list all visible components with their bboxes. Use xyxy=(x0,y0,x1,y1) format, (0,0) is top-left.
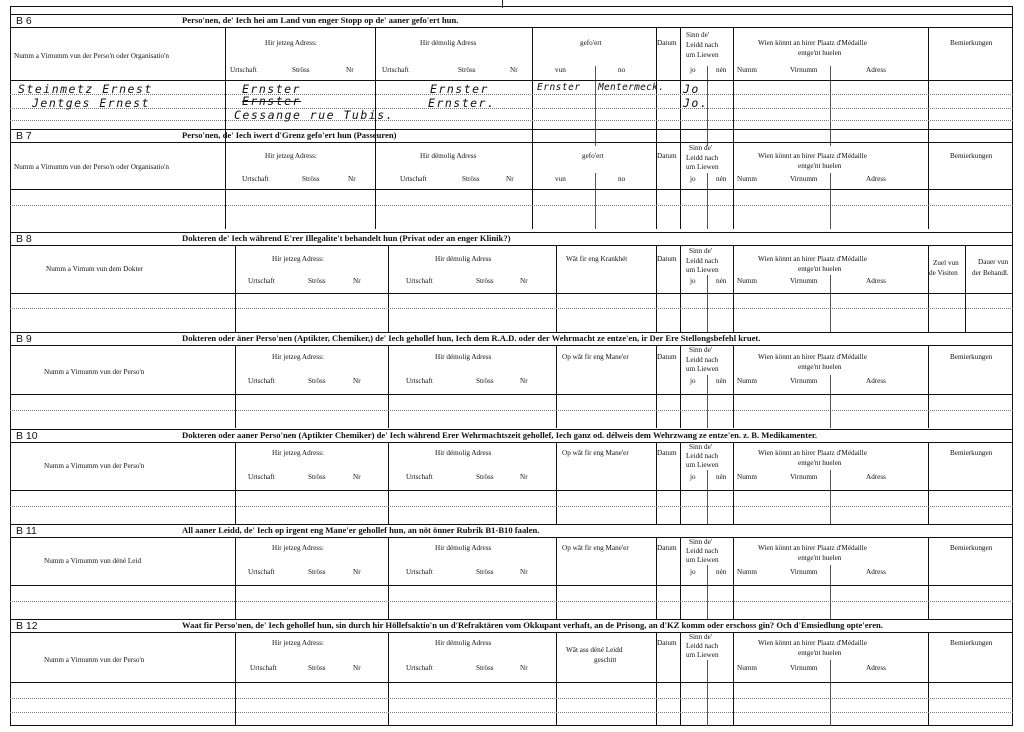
col-cur-addr: Hir jetzeg Adress: xyxy=(272,255,324,263)
col-bemierkungen: Bemierkungen xyxy=(950,544,993,552)
col-sinn: Sinn de' xyxy=(686,31,710,39)
col-strooss: Ströss xyxy=(308,664,326,672)
col-wien2: entge'nt huelen xyxy=(798,459,842,467)
col-person-name: Numm a Virnumm vun der Perso'n xyxy=(44,656,145,664)
col-liewen: um Liewen xyxy=(686,461,719,469)
rule-line xyxy=(235,246,236,332)
col-no: no xyxy=(618,175,626,183)
col-ortschaft: Urtschaft xyxy=(400,175,427,183)
col-jo: jo xyxy=(690,277,696,285)
col-leidd: Leidd nach xyxy=(686,257,719,265)
col-strooss: Ströss xyxy=(308,473,326,481)
col-cur-addr: Hir jetzeg Adress: xyxy=(272,353,324,361)
col-behandlung: der Behandl. xyxy=(972,269,1009,277)
rule-line xyxy=(556,246,557,332)
rule-line xyxy=(225,143,226,229)
col-wien2: entge'nt huelen xyxy=(798,554,842,562)
rule-line xyxy=(388,246,389,332)
section-code: B 10 xyxy=(16,430,38,442)
rule-line xyxy=(733,443,734,525)
col-krankheet: Wât fir eng Krankhét xyxy=(566,255,628,263)
rule-line xyxy=(375,143,376,229)
section-bar xyxy=(10,332,1013,346)
col-nr: Nr xyxy=(510,66,518,74)
rule-line xyxy=(733,346,734,428)
rule-line xyxy=(680,346,681,428)
col-wat-ass: Wât ass déné Leidd xyxy=(566,646,623,654)
section-title: Perso'nen, de' Iech hei am Land vun enger Stopp op de' aaner gefo'ert hun. xyxy=(182,15,459,25)
col-ortschaft: Urtschaft xyxy=(406,664,433,672)
col-adress: Adress xyxy=(866,175,886,183)
section-code: B 12 xyxy=(16,620,38,632)
rule-line xyxy=(928,246,929,332)
rule-line xyxy=(928,538,929,620)
rule-line xyxy=(235,346,236,428)
col-old-addr: Hir démolig Adress xyxy=(420,152,477,160)
rule-line xyxy=(10,189,1013,190)
col-org-name: Numm a Virnumm vun der Perso'n oder Organisatio'n xyxy=(14,52,170,60)
col-bemierkungen: Bemierkungen xyxy=(950,39,993,47)
col-nr: Nr xyxy=(520,568,528,576)
col-strooss: Ströss xyxy=(302,175,320,183)
col-virnumm: Virnumm xyxy=(790,664,818,672)
section-bar xyxy=(10,619,1013,633)
col-strooss: Ströss xyxy=(308,277,326,285)
rule-line xyxy=(733,538,734,620)
rule-line xyxy=(10,585,1013,586)
col-cur-addr: Hir jetzeg Adress: xyxy=(272,544,324,552)
rule-line xyxy=(556,346,557,428)
col-old-addr: Hir démolig Adress xyxy=(435,639,492,647)
hand-cur-1: Ernster xyxy=(242,82,301,96)
rule-line xyxy=(830,470,831,525)
col-wien2: entge'nt huelen xyxy=(798,649,842,657)
col-vun: vun xyxy=(555,175,566,183)
col-virnumm: Virnumm xyxy=(790,66,818,74)
col-nr: Nr xyxy=(506,175,514,183)
hand-old-2: Ernster. xyxy=(428,96,496,110)
col-datum: Datum xyxy=(657,152,677,160)
col-nr: Nr xyxy=(346,66,354,74)
col-leidd: Leidd nach xyxy=(686,356,719,364)
rule-line xyxy=(965,246,966,332)
rule-line xyxy=(388,443,389,525)
col-nen: nén xyxy=(716,66,727,74)
col-dauer: Dauer vun xyxy=(978,258,1009,266)
col-bemierkungen: Bemierkungen xyxy=(950,353,993,361)
col-adress: Adress xyxy=(866,664,886,672)
col-strooss: Ströss xyxy=(308,568,326,576)
col-sinn: Sinn de' xyxy=(689,633,713,641)
col-adress: Adress xyxy=(866,377,886,385)
col-sinn: Sinn de' xyxy=(689,144,713,152)
rule-line xyxy=(10,410,1013,411)
form-frame xyxy=(10,6,1013,726)
col-adress: Adress xyxy=(866,568,886,576)
rule-line xyxy=(830,275,831,332)
col-sinn: Sinn de' xyxy=(689,538,713,546)
col-old-addr: Hir démolig Adress xyxy=(420,39,477,47)
rule-line xyxy=(10,712,1013,713)
col-datum: Datum xyxy=(657,639,677,647)
rule-line xyxy=(10,108,1013,109)
col-virnumm: Virnumm xyxy=(790,473,818,481)
col-nen: nén xyxy=(716,377,727,385)
hand-old-1: Ernster xyxy=(430,82,489,96)
rule-line xyxy=(680,143,681,229)
rule-line xyxy=(830,375,831,428)
col-ortschaft: Urtschaft xyxy=(242,175,269,183)
section-bar xyxy=(10,232,1013,246)
col-leidd: Leidd nach xyxy=(686,41,719,49)
col-liewen: um Liewen xyxy=(686,266,719,274)
col-strooss: Ströss xyxy=(476,473,494,481)
col-numm: Numm xyxy=(737,664,757,672)
hand-cur-struck: Ernster xyxy=(242,94,301,108)
rule-line xyxy=(10,490,1013,491)
col-doctor-name: Numm a Virnum vun dem Dokter xyxy=(46,265,144,273)
col-nr: Nr xyxy=(353,277,361,285)
col-no: no xyxy=(618,66,626,74)
hand-name-1: Steinmetz Ernest xyxy=(18,82,153,96)
col-liewen: um Liewen xyxy=(686,51,719,59)
col-numm: Numm xyxy=(737,568,757,576)
rule-line xyxy=(10,120,1013,121)
col-ortschaft: Urtschaft xyxy=(406,277,433,285)
col-numm: Numm xyxy=(737,175,757,183)
col-nr: Nr xyxy=(348,175,356,183)
rule-line xyxy=(10,94,1013,95)
rule-line xyxy=(10,205,1013,206)
col-nr: Nr xyxy=(520,473,528,481)
col-wien: Wien könnt an hirer Plaatz d'Médaille xyxy=(758,544,867,552)
col-liewen: um Liewen xyxy=(686,556,719,564)
col-geschitt: geschitt xyxy=(594,656,617,664)
col-wien2: entge'nt huelen xyxy=(798,49,842,57)
col-ortschaft: Urtschaft xyxy=(248,277,275,285)
col-virnumm: Virnumm xyxy=(790,568,818,576)
section-title: Dokteren oder äner Perso'nen (Aptikter, Chemiker,) de' Iech gehollef hun, Iech dem R.A.D. oder der Wehrmacht ze entze'en, ir Der Ere Stellongsbefehl kruet. xyxy=(182,333,761,343)
col-wien2: entge'nt huelen xyxy=(798,162,842,170)
section-title: Dokteren oder aaner Perso'nen (Aptikter Chemiker) de' Iech während Erer Wehrmachtszeit gehollef, Iech ganz od. délweis dem Wehrzwang ze entze'en. z. B. Medikamenter. xyxy=(182,430,818,440)
col-wien: Wien könnt an hirer Plaatz d'Médaille xyxy=(758,449,867,457)
rule-line xyxy=(928,143,929,229)
col-wien: Wien könnt an hirer Plaatz d'Médaille xyxy=(758,353,867,361)
rule-line xyxy=(928,443,929,525)
col-bemierkungen: Bemierkungen xyxy=(950,152,993,160)
rule-line xyxy=(707,275,708,332)
col-zuel: Zuel vun xyxy=(933,259,959,267)
col-wien2: entge'nt huelen xyxy=(798,265,842,273)
rule-line xyxy=(595,173,596,229)
col-bemierkungen: Bemierkungen xyxy=(950,639,993,647)
col-wien: Wien könnt an hirer Plaatz d'Médaille xyxy=(758,152,867,160)
col-nr: Nr xyxy=(353,664,361,672)
col-cur-addr: Hir jetzeg Adress: xyxy=(272,639,324,647)
col-numm: Numm xyxy=(737,473,757,481)
col-bemierkungen: Bemierkungen xyxy=(950,449,993,457)
col-old-addr: Hir démolig Adress xyxy=(435,353,492,361)
col-ortschaft: Urtschaft xyxy=(406,377,433,385)
col-ortschaft: Urtschaft xyxy=(250,664,277,672)
col-wien2: entge'nt huelen xyxy=(798,363,842,371)
rule-line xyxy=(830,173,831,229)
rule-line xyxy=(235,538,236,620)
rule-line xyxy=(707,173,708,229)
col-nr: Nr xyxy=(520,377,528,385)
col-jo: jo xyxy=(690,377,696,385)
section-code: B 6 xyxy=(16,15,32,27)
rule-line xyxy=(388,346,389,428)
col-ortschaft: Urtschaft xyxy=(382,66,409,74)
section-title: Waat fir Perso'nen, de' Iech gehollef hun, sin durch hir Höllefsaktio'n un d'Refraktären vom Okkupant verhaft, an de Prisong, an d'KZ komm oder erschoss gin? Och d'Emsiedlung opte'eren. xyxy=(182,620,883,630)
rule-line xyxy=(680,443,681,525)
hand-name-2: Jentges Ernest xyxy=(32,96,150,110)
col-nen: nén xyxy=(716,568,727,576)
rule-line xyxy=(830,660,831,726)
col-old-addr: Hir démolig Adress xyxy=(435,544,492,552)
col-datum: Datum xyxy=(657,449,677,457)
col-person-name: Numm a Virnumm vun der Perso'n xyxy=(44,368,145,376)
rule-line xyxy=(10,698,1013,699)
col-leidd: Leidd nach xyxy=(686,452,719,460)
rule-line xyxy=(532,143,533,229)
col-strooss: Ströss xyxy=(292,66,310,74)
col-liewen: um Liewen xyxy=(686,365,719,373)
col-wien: Wien könnt an hirer Plaatz d'Médaille xyxy=(758,639,867,647)
section-code: B 9 xyxy=(16,333,32,345)
col-numm: Numm xyxy=(737,277,757,285)
rule-line xyxy=(707,660,708,726)
col-liewen: um Liewen xyxy=(686,651,719,659)
col-datum: Datum xyxy=(657,353,677,361)
col-nr: Nr xyxy=(520,664,528,672)
rule-line xyxy=(928,346,929,428)
rule-line xyxy=(707,470,708,525)
col-liewen: um Liewen xyxy=(686,163,719,171)
rule-line xyxy=(10,601,1013,602)
col-strooss: Ströss xyxy=(458,66,476,74)
hand-jo-2: Jo. xyxy=(683,96,709,110)
rule-line xyxy=(10,506,1013,507)
col-strooss: Ströss xyxy=(476,664,494,672)
col-sinn: Sinn de' xyxy=(689,247,713,255)
col-sinn: Sinn de' xyxy=(689,346,713,354)
col-strooss: Ströss xyxy=(308,377,326,385)
col-cur-addr: Hir jetzeg Adress: xyxy=(265,39,317,47)
col-jo: jo xyxy=(690,473,696,481)
col-nen: nén xyxy=(716,473,727,481)
col-op-wat: Op wât fir eng Mane'er xyxy=(562,449,629,457)
section-bar xyxy=(10,129,1013,143)
col-nr: Nr xyxy=(353,473,361,481)
col-jo: jo xyxy=(690,568,696,576)
rule-line xyxy=(10,394,1013,395)
col-old-addr: Hir démolig Adress xyxy=(435,449,492,457)
col-virnumm: Virnumm xyxy=(790,377,818,385)
col-person-name: Numm a Virnumm vun der Perso'n xyxy=(44,462,145,470)
rule-line xyxy=(707,375,708,428)
col-old-addr: Hir démolig Adress xyxy=(435,255,492,263)
col-org-name: Numm a Virnumm vun der Perso'n oder Organisatio'n xyxy=(14,163,170,171)
col-op-wat: Op wât fir eng Mane'er xyxy=(562,544,629,552)
section-bar xyxy=(10,429,1013,443)
col-vun: vun xyxy=(555,66,566,74)
col-ortschaft: Urtschaft xyxy=(248,568,275,576)
rule-line xyxy=(235,443,236,525)
col-nr: Nr xyxy=(353,377,361,385)
col-op-wat: Op wât fir eng Mane'er xyxy=(562,353,629,361)
hand-no: Mentermeck. xyxy=(598,82,665,93)
rule-line xyxy=(733,143,734,229)
col-strooss: Ströss xyxy=(462,175,480,183)
col-virnumm: Virnumm xyxy=(790,277,818,285)
col-numm: Numm xyxy=(737,66,757,74)
rule-line xyxy=(10,293,1013,294)
rule-line xyxy=(680,246,681,332)
rule-line xyxy=(556,443,557,525)
col-ortschaft: Urtschaft xyxy=(406,473,433,481)
section-bar xyxy=(10,14,1013,28)
col-nen: nén xyxy=(716,175,727,183)
col-numm: Numm xyxy=(737,377,757,385)
col-nr: Nr xyxy=(353,568,361,576)
col-adress: Adress xyxy=(866,66,886,74)
section-code: B 8 xyxy=(16,233,32,245)
col-ortschaft: Urtschaft xyxy=(406,568,433,576)
hand-cur-2: Cessange rue Tubis. xyxy=(234,108,395,122)
section-code: B 7 xyxy=(16,130,32,142)
col-gefoert: gefo'ert xyxy=(582,152,604,160)
rule-line xyxy=(556,538,557,620)
rule-line xyxy=(830,565,831,620)
col-gefoert: gefo'ert xyxy=(580,39,602,47)
col-leidd: Leidd nach xyxy=(686,547,719,555)
rule-line xyxy=(733,246,734,332)
col-adress: Adress xyxy=(866,277,886,285)
col-ortschaft: Urtschaft xyxy=(230,66,257,74)
section-code: B 11 xyxy=(16,525,37,537)
hand-vun: Ernster xyxy=(537,82,581,93)
col-wien: Wien könnt an hirer Plaatz d'Médaille xyxy=(758,255,867,263)
col-cur-addr: Hir jetzeg Adress: xyxy=(272,449,324,457)
col-sinn: Sinn de' xyxy=(689,443,713,451)
col-visiten: de Visiten xyxy=(929,269,958,277)
col-ortschaft: Urtschaft xyxy=(248,377,275,385)
section-title: Dokteren de' Iech während E'rer Illegalite't behandelt hun (Privat oder an enger Klinik?) xyxy=(182,233,511,243)
col-nr: Nr xyxy=(520,277,528,285)
col-adress: Adress xyxy=(866,473,886,481)
hand-jo-1: Jo xyxy=(683,82,700,96)
col-leid-name: Numm a Virnumm vun déné Leid xyxy=(44,557,142,565)
col-strooss: Ströss xyxy=(476,377,494,385)
col-ortschaft: Urtschaft xyxy=(248,473,275,481)
col-wien: Wien könnt an hirer Plaatz d'Médaille xyxy=(758,39,867,47)
col-strooss: Ströss xyxy=(476,568,494,576)
rule-line xyxy=(10,682,1013,683)
col-datum: Datum xyxy=(657,39,677,47)
col-virnumm: Virnumm xyxy=(790,175,818,183)
rule-line xyxy=(10,308,1013,309)
col-jo: jo xyxy=(690,175,696,183)
section-title: Perso'nen, de' Iech iwert d'Grenz gefo'ert hun (Passeuren) xyxy=(182,130,397,140)
rule-line xyxy=(388,538,389,620)
col-leidd: Leidd nach xyxy=(686,642,719,650)
col-datum: Datum xyxy=(657,255,677,263)
col-jo: jo xyxy=(690,66,696,74)
rule-line xyxy=(707,565,708,620)
col-nen: nén xyxy=(716,277,727,285)
col-strooss: Ströss xyxy=(476,277,494,285)
section-bar xyxy=(10,524,1013,538)
col-leidd: Leidd nach xyxy=(686,154,719,162)
section-title: All aaner Leidd, de' Iech op irgent eng Mane'er gehollef hun, an nöt önner Rubrik B1-B10 faalen. xyxy=(182,525,540,535)
col-datum: Datum xyxy=(657,544,677,552)
col-cur-addr: Hir jetzeg Adress: xyxy=(265,152,317,160)
rule-line xyxy=(680,538,681,620)
rule-line xyxy=(10,80,1013,81)
